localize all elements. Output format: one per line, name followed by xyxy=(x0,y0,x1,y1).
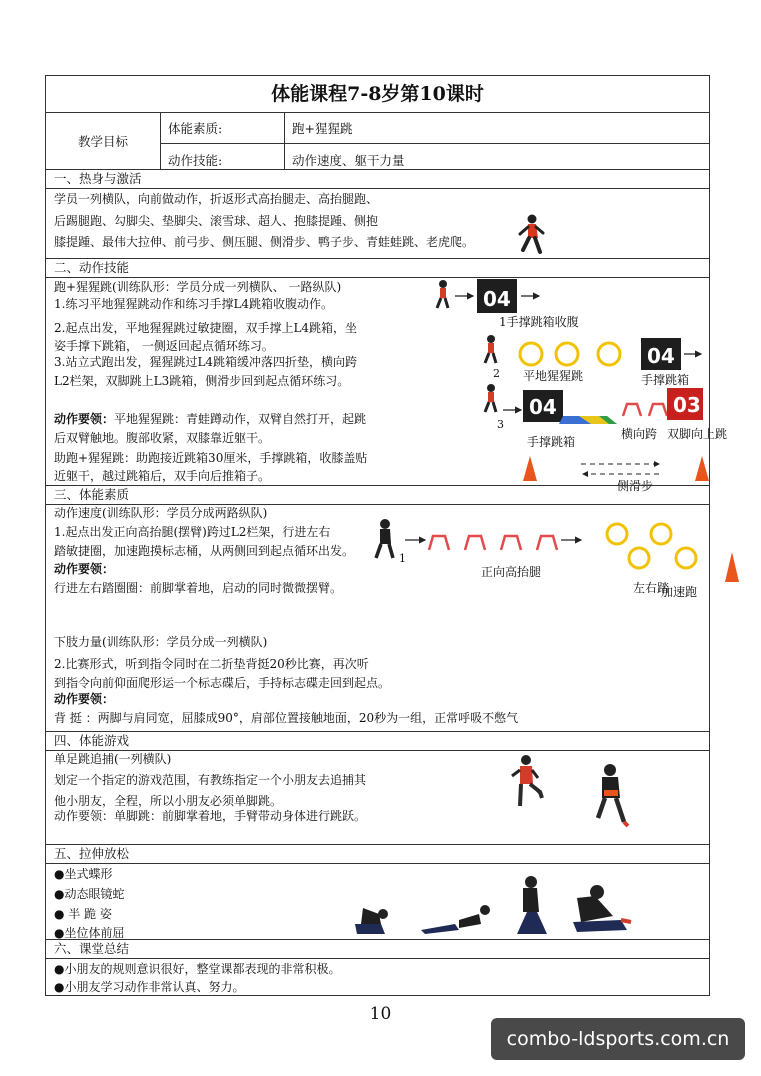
divider xyxy=(46,863,709,864)
page-title: 体能课程7-8岁第10课时 xyxy=(271,83,484,105)
step-number: 3 xyxy=(497,418,504,431)
summary-item: ●小朋友的规则意识很好，整堂课都表现的非常积极。 xyxy=(54,962,341,976)
divider xyxy=(46,731,709,732)
fitness-key-text: 行进左右踏圈圈：前脚掌着地，启动的同时微微摆臂。 xyxy=(54,581,343,595)
fitness-key-text-2: 背 挺 ：两脚与肩同宽，屈膝成90°，肩部位置接触地面，20秒为一组，正常呼吸不憋气 xyxy=(54,711,519,725)
section-heading-skills: 二、动作技能 xyxy=(54,260,130,275)
game-line: 划定一个指定的游戏范围，有教练指定一个小朋友去追捕其 xyxy=(54,773,367,787)
game-subtitle: 单足跳追捕(一列横队) xyxy=(54,752,172,766)
stretch-item: ●坐式蝶形 xyxy=(54,867,113,881)
label-flat-jump: 平地猩猩跳 xyxy=(523,369,584,383)
skills-line: 3.站立式跑出发，猩猩跳过L4跳箱缓冲落四折垫，横向跨 xyxy=(54,355,358,369)
warmup-line: 学员一列横队，向前做动作，折返形式高抬腿走、高抬腿跑、 xyxy=(54,192,379,206)
cone xyxy=(695,456,709,481)
fitness-line: 1.起点出发正向高抬腿(摆臂)跨过L2栏架，行进左右 xyxy=(54,525,331,539)
skill-value: 动作速度、躯干力量 xyxy=(292,153,405,168)
watermark: combo-ldsports.com.cn xyxy=(491,1018,745,1060)
divider xyxy=(160,112,161,169)
skills-key-2a: 助跑+猩猩跳：助跑接近跳箱30厘米，手撑跳箱，收膝盖贴 xyxy=(54,451,368,465)
stretch-item: ●坐位体前屈 xyxy=(54,926,125,940)
divider xyxy=(46,485,709,486)
section-heading-game: 四、体能游戏 xyxy=(54,733,130,748)
stretch-illustration xyxy=(351,868,641,940)
divider xyxy=(46,939,709,940)
skills-line: 1.练习平地猩猩跳动作和练习手撑L4跳箱收腹动作。 xyxy=(54,297,334,311)
section-heading-stretch: 五、拉伸放松 xyxy=(54,846,130,861)
fitness-subtitle-2: 下肢力量(训练队形：学员分成一列横队) xyxy=(54,635,268,649)
running-kid-illustration xyxy=(516,214,546,256)
label-shuffle: 侧滑步 xyxy=(617,479,654,493)
goals-label: 教学目标 xyxy=(77,134,128,149)
skills-diagram xyxy=(431,276,728,493)
divider xyxy=(46,112,709,113)
label-sprint: 加速跑 xyxy=(661,585,698,599)
hurdles xyxy=(429,536,557,550)
divider xyxy=(46,844,709,845)
summary-item: ●小朋友学习动作非常认真、努力。 xyxy=(54,980,245,994)
warmup-line: 膝提踵、最伟大拉伸、前弓步、侧压腿、侧滑步、鸭子步、青蛙蛙跳、老虎爬。 xyxy=(54,235,475,249)
fitness-line: 2.比赛形式，听到指令同时在二折垫背挺20秒比赛，再次听 xyxy=(54,657,369,671)
fitness-line: 到指令向前仰面爬形运一个标志碟后，手持标志碟走回到起点。 xyxy=(54,676,391,690)
box-number: 04 xyxy=(529,395,557,419)
speed-diagram xyxy=(371,512,706,595)
skills-line: L2栏架，双脚跳上L3跳箱，侧滑步回到起点循环练习。 xyxy=(54,374,350,388)
box-number: 04 xyxy=(483,287,511,311)
fitness-key-label: 动作要领： xyxy=(54,562,115,576)
skills-key-1b: 后双臂触地。腹部收紧，双膝靠近躯干。 xyxy=(54,431,271,445)
label-high-knee: 正向高抬腿 xyxy=(481,565,542,579)
key-text: 平地猩猩跳：青蛙蹲动作，双臂自然打开，起跳 xyxy=(114,412,367,426)
label-side-step: 横向跨 xyxy=(621,427,658,441)
label-box-support-2: 手撑跳箱 xyxy=(527,435,576,449)
kid-icon xyxy=(517,876,547,934)
divider xyxy=(46,258,709,259)
step-number: 2 xyxy=(493,367,500,380)
agility-rings xyxy=(607,524,696,568)
quality-label: 体能素质: xyxy=(168,121,223,136)
kid-icon xyxy=(598,764,628,826)
box-number: 04 xyxy=(647,344,675,368)
divider xyxy=(160,143,709,144)
kid-icon xyxy=(376,519,393,558)
skills-line: 2.起点出发，平地猩猩跳过敏捷圈，双手撑上L4跳箱，坐 xyxy=(54,321,358,335)
step-number: 1 xyxy=(399,552,406,565)
fitness-key-label-2: 动作要领： xyxy=(54,692,115,706)
cone xyxy=(725,552,739,582)
hopping-kids-illustration xyxy=(506,752,646,837)
label-box-tuck: 1手撑跳箱收腹 xyxy=(499,315,579,329)
label-double-jump: 双脚向上跳 xyxy=(667,427,728,441)
key-label: 动作要领： xyxy=(54,412,115,426)
skills-subtitle: 跑+猩猩跳(训练队形：学员分成一列横队、 一路纵队) xyxy=(54,280,342,294)
stretch-item: ●动态眼镜蛇 xyxy=(54,887,125,901)
divider xyxy=(284,112,285,169)
quality-value: 跑+猩猩跳 xyxy=(292,121,353,136)
game-key: 动作要领：单脚跳：前脚掌着地，手臂带动身体进行跳跃。 xyxy=(54,809,367,823)
kid-icon xyxy=(355,908,388,934)
game-line: 他小朋友，全程，所以小朋友必须单脚跳。 xyxy=(54,794,283,808)
skills-key-1a xyxy=(54,409,366,429)
lesson-plan-sheet xyxy=(45,75,728,996)
section-heading-fitness: 三、体能素质 xyxy=(54,487,130,502)
box-number: 03 xyxy=(673,393,701,417)
section-heading-summary: 六、课堂总结 xyxy=(54,941,130,956)
fitness-line: 踏敏捷圈，加速跑摸标志桶，从两侧回到起点循环出发。 xyxy=(54,544,355,558)
warmup-line: 后踢腿跑、勾脚尖、垫脚尖、滚雪球、超人、抱膝提踵、侧抱 xyxy=(54,214,379,228)
kid-icon xyxy=(512,755,542,806)
label-box-support: 手撑跳箱 xyxy=(641,373,690,387)
skill-label: 动作技能: xyxy=(168,153,223,168)
agility-rings xyxy=(520,343,620,365)
skills-line: 姿手撑下跳箱， 一侧返回起点循环练习。 xyxy=(54,339,274,353)
kid-icon xyxy=(421,905,490,934)
kid-icon xyxy=(573,885,631,932)
label-left-right: 左右踏 xyxy=(633,581,670,595)
skills-key-2b: 近躯干，越过跳箱后，双手向后推箱子。 xyxy=(54,469,271,483)
kid-icon xyxy=(437,280,448,308)
section-heading-warmup: 一、热身与激活 xyxy=(54,171,142,186)
fitness-subtitle-1: 动作速度(训练队形：学员分成两路纵队) xyxy=(54,506,268,520)
page-number: 10 xyxy=(369,1004,392,1024)
stretch-item: ● 半 跪 姿 xyxy=(54,907,112,921)
cone xyxy=(523,456,537,481)
divider xyxy=(46,169,709,170)
kid-icon xyxy=(485,335,496,363)
kid-icon xyxy=(485,384,496,412)
